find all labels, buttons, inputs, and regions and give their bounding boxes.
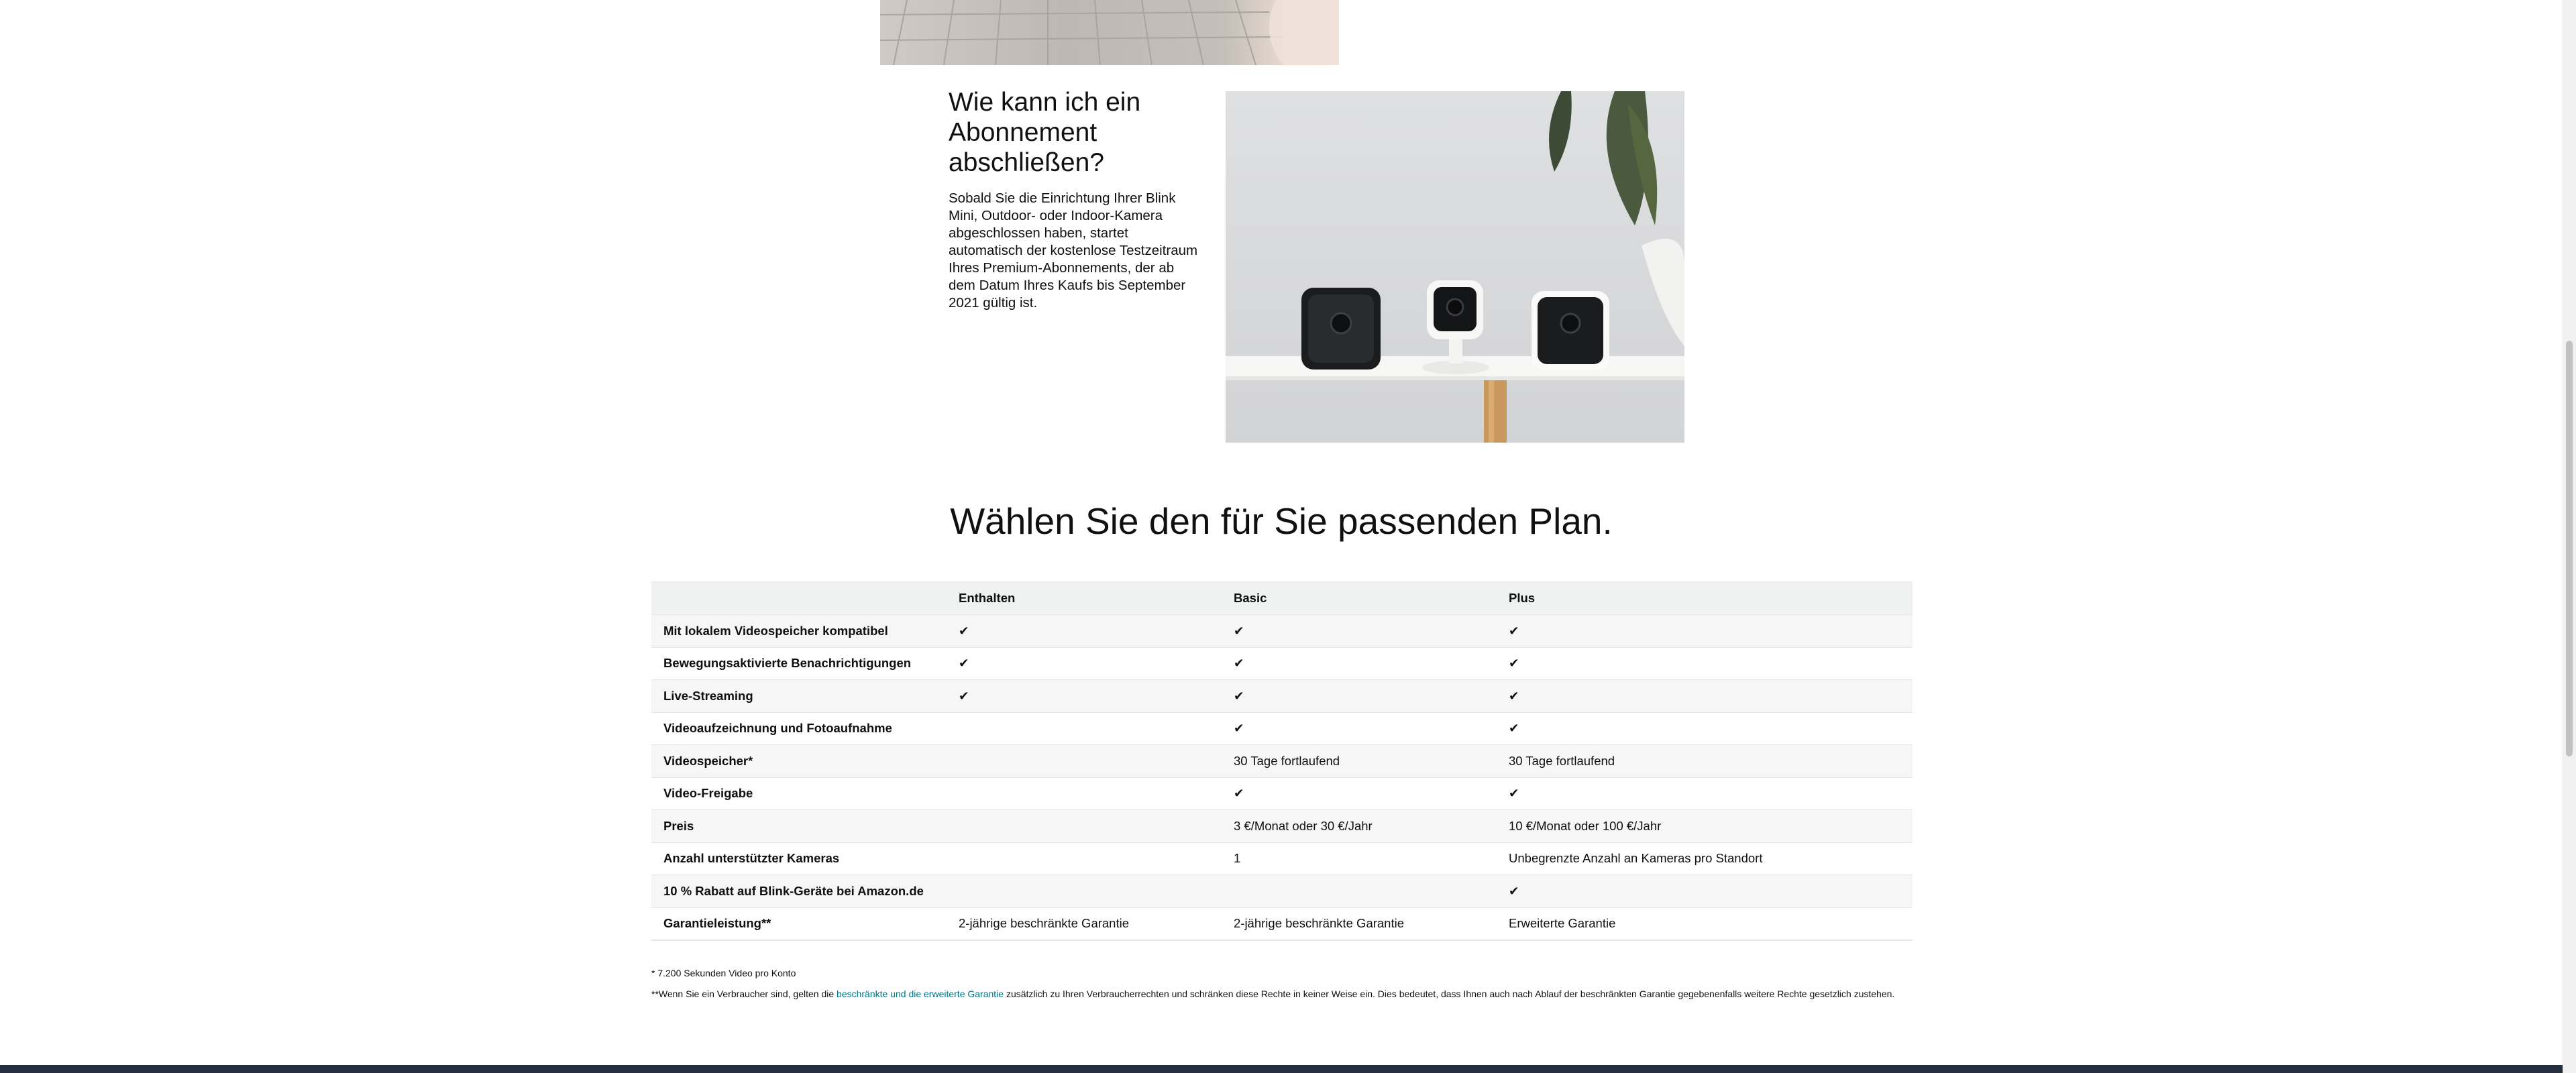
feature-cell: Videoaufzeichnung und Fotoaufnahme <box>651 712 947 745</box>
scrollbar-thumb[interactable] <box>2566 341 2573 756</box>
feature-title: Wie kann ich ein Abonnement abschließen? <box>949 88 1141 177</box>
feature-cell: Preis <box>651 810 947 843</box>
table-row <box>651 875 1913 908</box>
enthalten-cell: 2-jährige beschränkte Garantie <box>947 907 1222 940</box>
plus-cell: 30 Tage fortlaufend <box>1497 745 1913 778</box>
basic-cell: ✔ <box>1222 615 1497 648</box>
warranty-link[interactable]: beschränkte und die erweiterte Garantie <box>837 989 1004 999</box>
enthalten-cell <box>947 745 1222 778</box>
basic-cell: 30 Tage fortlaufend <box>1222 745 1497 778</box>
table-row <box>651 680 1913 713</box>
basic-cell: ✔ <box>1222 777 1497 810</box>
feature-cell: 10 % Rabatt auf Blink-Geräte bei Amazon.de <box>651 875 947 908</box>
table-row <box>651 810 1913 843</box>
pavement-image <box>880 0 1339 65</box>
footnote-video-storage: * 7.200 Sekunden Video pro Konto <box>651 968 796 978</box>
plus-cell: ✔ <box>1497 615 1913 648</box>
footnotes <box>651 963 1913 1005</box>
table-header-row <box>651 582 1913 615</box>
feature-cell: Live-Streaming <box>651 680 947 713</box>
basic-cell: 3 €/Monat oder 30 €/Jahr <box>1222 810 1497 843</box>
plus-cell: ✔ <box>1497 777 1913 810</box>
plus-cell: ✔ <box>1497 647 1913 680</box>
feature-cell: Videospeicher* <box>651 745 947 778</box>
feature-cell: Garantieleistung** <box>651 907 947 940</box>
feature-description: Sobald Sie die Einrichtung Ihrer Blink Mini, Outdoor- oder Indoor-Kamera abgeschlossen haben, startet automatisch der kostenlose Testzeitraum Ihres Premium-Abonnements, der ab dem Datum Ihres Kaufs bis September 2021 gültig ist. <box>949 190 1198 310</box>
footnote-warranty-text-before: **Wenn Sie ein Verbraucher sind, gelten die <box>651 989 837 999</box>
basic-cell: ✔ <box>1222 647 1497 680</box>
basic-cell: ✔ <box>1222 712 1497 745</box>
basic-cell: ✔ <box>1222 680 1497 713</box>
plan-heading: Wählen Sie den für Sie passenden Plan. <box>950 500 1613 542</box>
plus-cell: ✔ <box>1497 875 1913 908</box>
enthalten-cell <box>947 842 1222 875</box>
footer-band <box>0 1065 2563 1073</box>
feature-cell: Mit lokalem Videospeicher kompatibel <box>651 615 947 648</box>
cameras-on-shelf-image <box>1226 91 1684 443</box>
enthalten-cell <box>947 712 1222 745</box>
plan-comparison-table <box>651 581 1913 941</box>
enthalten-cell: ✔ <box>947 647 1222 680</box>
footnote-warranty-text-after: zusätzlich zu Ihren Verbraucherrechten und schränken diese Rechte in keiner Weise ein. Dies bedeutet, dass Ihnen auch nach Ablauf der beschränkten Garantie gegebenenfalls weitere Rechte gesetzlich zustehen. <box>1004 989 1895 999</box>
plus-cell: Erweiterte Garantie <box>1497 907 1913 940</box>
basic-cell: 2-jährige beschränkte Garantie <box>1222 907 1497 940</box>
table-row <box>651 745 1913 778</box>
table-row <box>651 907 1913 940</box>
feature-cell: Anzahl unterstützter Kameras <box>651 842 947 875</box>
feature-cell: Video-Freigabe <box>651 777 947 810</box>
table-row <box>651 842 1913 875</box>
plus-cell: ✔ <box>1497 712 1913 745</box>
basic-cell <box>1222 875 1497 908</box>
table-row <box>651 647 1913 680</box>
enthalten-cell <box>947 810 1222 843</box>
basic-cell: 1 <box>1222 842 1497 875</box>
enthalten-cell <box>947 777 1222 810</box>
column-header-plus: Plus <box>1497 582 1913 615</box>
column-header-basic: Basic <box>1222 582 1497 615</box>
plus-cell: ✔ <box>1497 680 1913 713</box>
table-row <box>651 615 1913 648</box>
plus-cell: Unbegrenzte Anzahl an Kameras pro Standort <box>1497 842 1913 875</box>
table-row <box>651 777 1913 810</box>
column-header-feature <box>651 582 947 615</box>
feature-cell: Bewegungsaktivierte Benachrichtigungen <box>651 647 947 680</box>
enthalten-cell: ✔ <box>947 680 1222 713</box>
column-header-enthalten: Enthalten <box>947 582 1222 615</box>
table-row <box>651 712 1913 745</box>
footnote-warranty <box>651 984 1913 1005</box>
enthalten-cell <box>947 875 1222 908</box>
enthalten-cell: ✔ <box>947 615 1222 648</box>
plus-cell: 10 €/Monat oder 100 €/Jahr <box>1497 810 1913 843</box>
